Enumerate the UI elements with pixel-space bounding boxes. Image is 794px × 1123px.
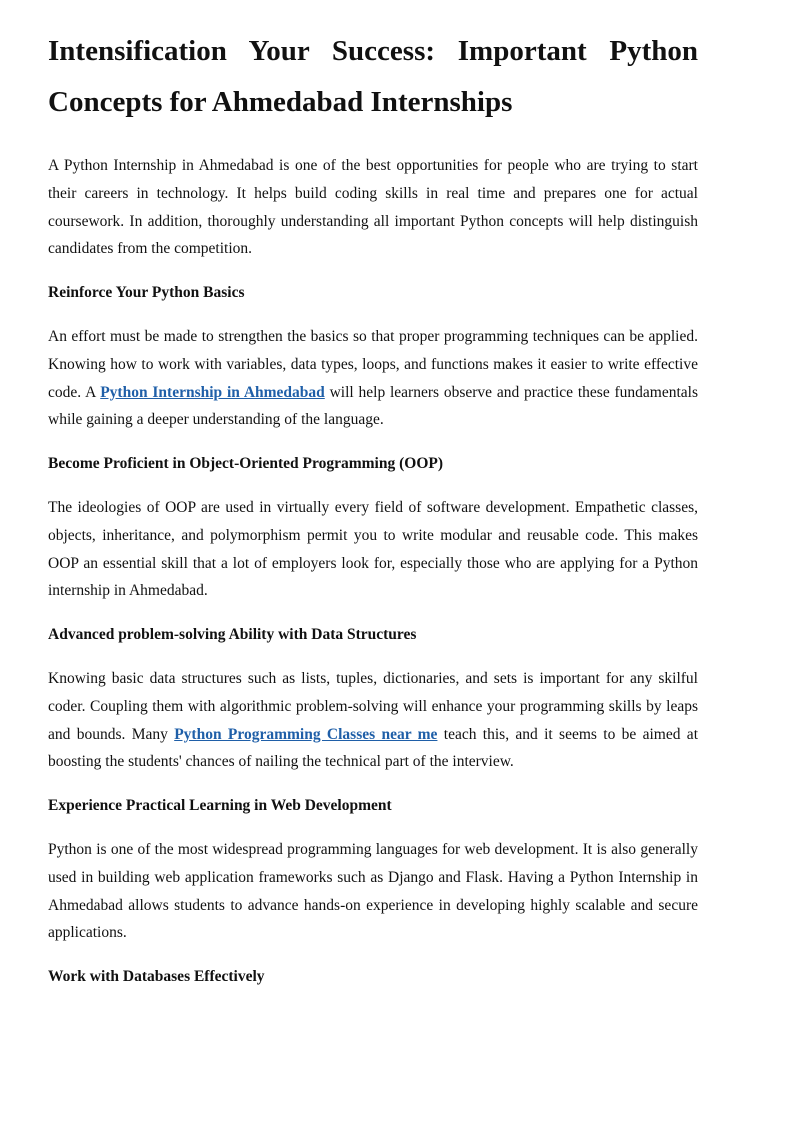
section-paragraph-oop: The ideologies of OOP are used in virtually every field of software development. Empathetic classes, objects, inheritance, and polymorphism permit you to write modular and reusable code. This makes OOP an essential skill that a lot of employers look for, especially those who are applying for a Python internship in Ahmedabad. — [48, 498, 698, 600]
page-title: Intensification Your Success: Important Python Concepts for Ahmedabad Internships — [48, 35, 698, 118]
section-heading-python-basics: Reinforce Your Python Basics — [48, 284, 245, 302]
paragraph-text: teach this, and it seems to be aimed at boosting the students' chances of nailing the technical part of the interview. — [48, 725, 698, 771]
python-classes-link[interactable]: Python Programming Classes near me — [174, 725, 438, 743]
python-internship-link[interactable]: Python Internship in Ahmedabad — [100, 383, 325, 401]
intro-paragraph: A Python Internship in Ahmedabad is one of the best opportunities for people who are trying to start their careers in technology. It helps build coding skills in real time and prepares one for actual coursework. In addition, thoroughly understanding all important Python concepts will help distinguish candidates from the competition. — [48, 157, 698, 258]
section-heading-databases: Work with Databases Effectively — [48, 968, 265, 986]
section-paragraph-web-development: Python is one of the most widespread programming languages for web development. It is also generally used in building web application frameworks such as Django and Flask. Having a Python Internship in Ahmedabad allows students to advance hands-on experience in developing highly scalable and secure applications. — [48, 840, 698, 942]
paragraph-text: will help learners observe and practice these fundamentals while gaining a deeper understanding of the language. — [48, 383, 698, 429]
section-heading-web-development: Experience Practical Learning in Web Development — [48, 797, 392, 815]
section-heading-oop: Become Proficient in Object-Oriented Programming (OOP) — [48, 455, 444, 473]
section-heading-data-structures: Advanced problem-solving Ability with Data Structures — [48, 626, 417, 644]
paragraph-text: Knowing basic data structures such as lists, tuples, dictionaries, and sets is important for any skilful coder. Coupling them with algorithmic problem-solving will enhance your programming skills by leaps and bounds. Many — [48, 669, 698, 743]
paragraph-text: An effort must be made to strengthen the basics so that proper programming techniques can be applied. Knowing how to work with variables, data types, loops, and functions makes it easier to write effective code. A — [48, 327, 698, 401]
section-paragraph-data-structures — [48, 665, 698, 776]
section-paragraph-python-basics — [48, 323, 698, 434]
document-page — [48, 26, 698, 1007]
